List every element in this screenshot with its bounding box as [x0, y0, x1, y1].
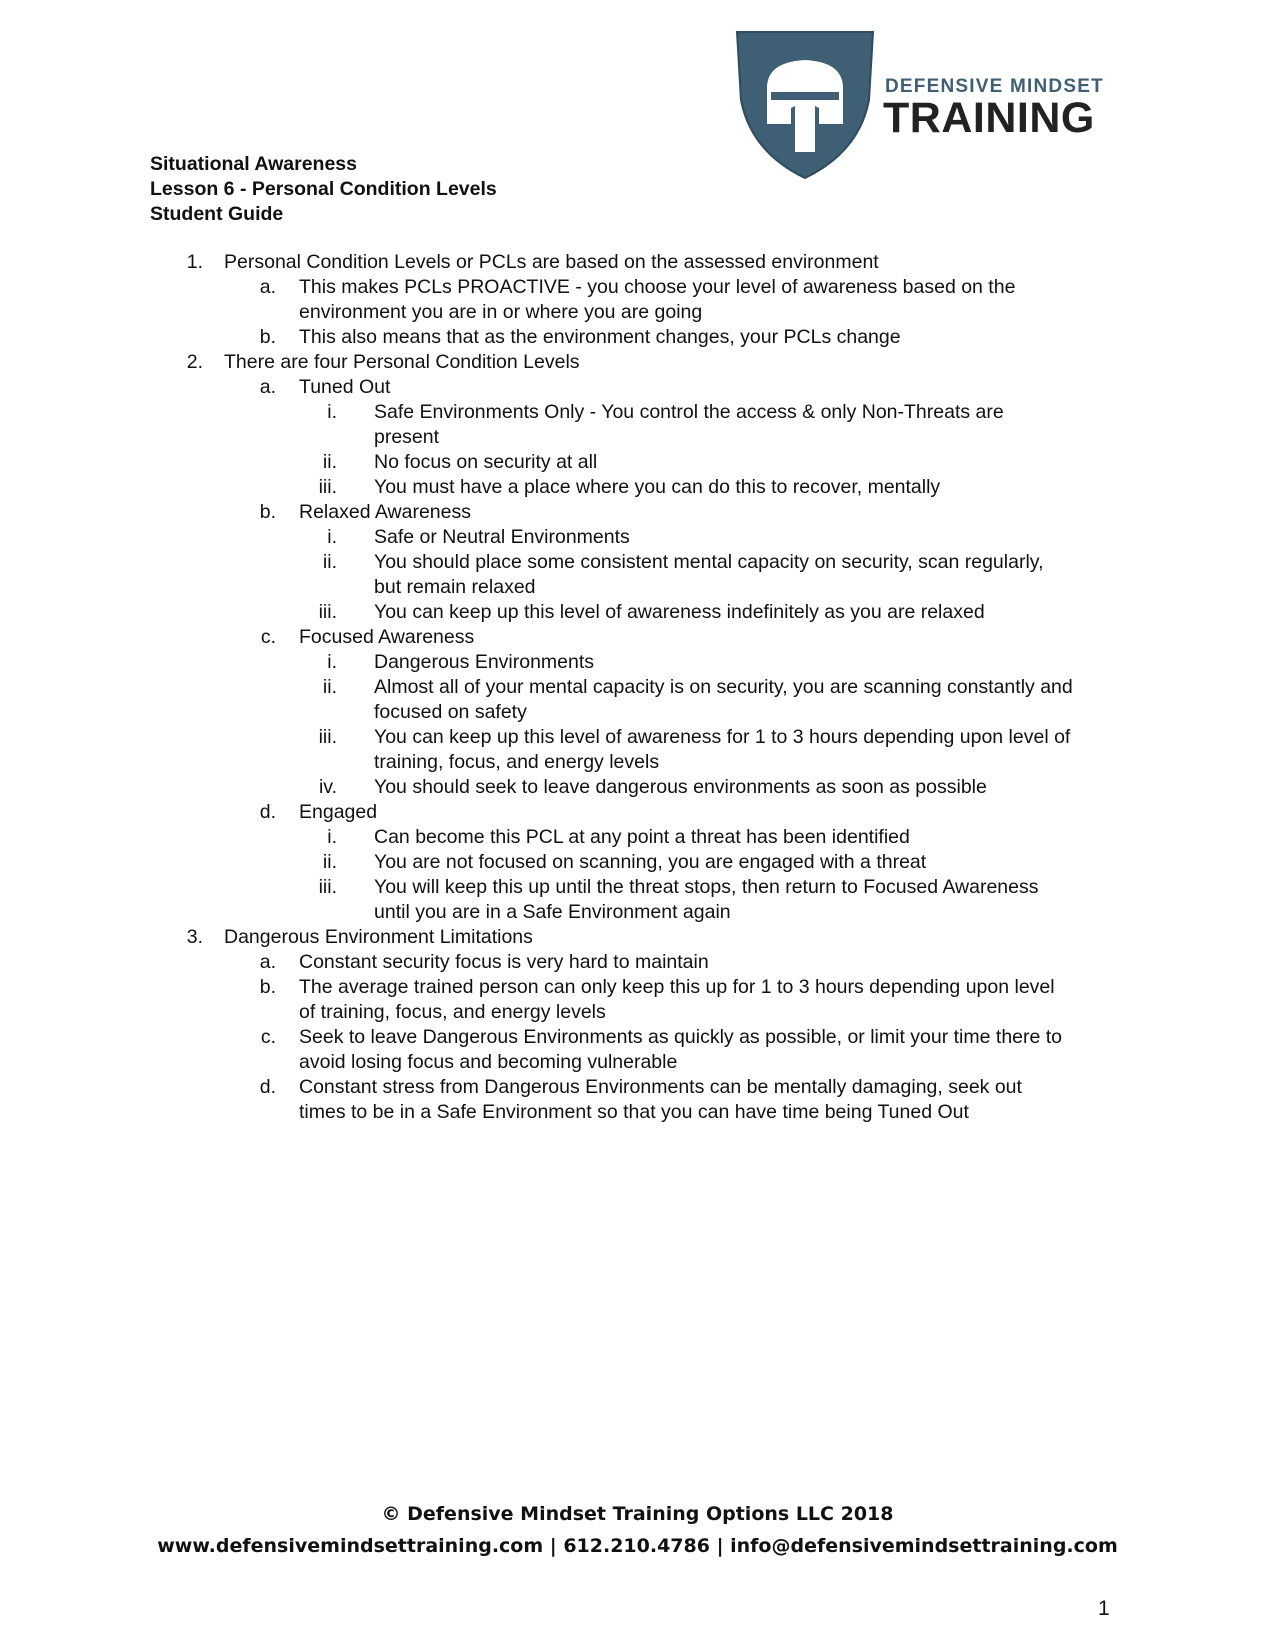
outline-item-3b: [0, 975, 1275, 1000]
item-continuation: of training, focus, and energy levels: [299, 1001, 606, 1023]
item-text: Engaged: [299, 801, 378, 823]
item-number: ii.: [322, 551, 337, 573]
outline-item-3: [0, 925, 1275, 950]
item-continuation: avoid losing focus and becoming vulnerable: [299, 1051, 678, 1073]
item-number: i.: [327, 826, 337, 848]
item-text: There are four Personal Condition Levels: [224, 351, 580, 373]
item-text: No focus on security at all: [374, 451, 598, 473]
item-number: b.: [259, 501, 276, 523]
item-text: You will keep this up until the threat stops, then return to Focused Awareness: [374, 876, 1039, 898]
item-number: ii.: [322, 851, 337, 873]
outline-item-2a-ii: [0, 450, 1275, 475]
item-text: You must have a place where you can do this to recover, mentally: [374, 476, 941, 498]
guide-type: Student Guide: [150, 203, 284, 225]
item-text: Safe Environments Only - You control the access & only Non-Threats are: [374, 401, 1004, 423]
item-continuation: present: [374, 426, 440, 448]
item-number: 2.: [186, 351, 203, 373]
item-text: Almost all of your mental capacity is on security, you are scanning constantly and: [374, 676, 1073, 698]
item-text: This also means that as the environment changes, your PCLs change: [299, 326, 901, 348]
item-text: Tuned Out: [299, 376, 391, 398]
item-number: i.: [327, 651, 337, 673]
item-text: Safe or Neutral Environments: [374, 526, 630, 548]
item-text: You can keep up this level of awareness indefinitely as you are relaxed: [374, 601, 985, 623]
item-number: iii.: [318, 476, 337, 498]
copyright-notice: © Defensive Mindset Training Options LLC 2018: [381, 1503, 894, 1525]
item-text: Dangerous Environment Limitations: [224, 926, 533, 948]
outline-item-2a-i: [0, 400, 1275, 425]
outline-item-2d-iii: [0, 875, 1275, 900]
item-number: c.: [260, 626, 276, 648]
item-number: d.: [259, 1076, 276, 1098]
logo-text-training: TRAINING: [883, 94, 1095, 142]
item-text: This makes PCLs PROACTIVE - you choose your level of awareness based on the: [299, 276, 1016, 298]
item-number: iii.: [318, 601, 337, 623]
item-number: 1.: [186, 251, 203, 273]
item-number: b.: [259, 326, 276, 348]
lesson-title: Lesson 6 - Personal Condition Levels: [150, 178, 497, 200]
outline-item-2c-i: [0, 650, 1275, 675]
course-title: Situational Awareness: [150, 153, 357, 175]
item-number: iii.: [318, 726, 337, 748]
item-number: a.: [259, 951, 276, 973]
outline-item-1: [0, 250, 1275, 275]
item-text: Can become this PCL at any point a threat has been identified: [374, 826, 910, 848]
company-logo: [735, 30, 1103, 185]
outline-item-2b-i: [0, 525, 1275, 550]
item-text: Constant security focus is very hard to maintain: [299, 951, 709, 973]
item-continuation: until you are in a Safe Environment again: [374, 901, 731, 923]
outline-item-2a: [0, 375, 1275, 400]
item-text: Seek to leave Dangerous Environments as quickly as possible, or limit your time there to: [299, 1026, 1063, 1048]
lesson-outline: [0, 250, 1275, 1125]
item-number: i.: [327, 401, 337, 423]
item-text: Personal Condition Levels or PCLs are based on the assessed environment: [224, 251, 879, 273]
item-text: You can keep up this level of awareness for 1 to 3 hours depending upon level of: [374, 726, 1071, 748]
outline-item-2: [0, 350, 1275, 375]
outline-item-3c: [0, 1025, 1275, 1050]
item-text: Dangerous Environments: [374, 651, 595, 673]
page-number: 1: [1098, 1597, 1110, 1620]
item-continuation: but remain relaxed: [374, 576, 536, 598]
item-text: You should place some consistent mental capacity on security, scan regularly,: [374, 551, 1044, 573]
item-number: 3.: [186, 926, 203, 948]
item-text: The average trained person can only keep this up for 1 to 3 hours depending upon level: [299, 976, 1055, 998]
item-number: i.: [327, 526, 337, 548]
item-number: d.: [259, 801, 276, 823]
item-number: ii.: [322, 451, 337, 473]
outline-item-1b: [0, 325, 1275, 350]
item-number: b.: [259, 976, 276, 998]
item-number: ii.: [322, 676, 337, 698]
item-text: Constant stress from Dangerous Environments can be mentally damaging, seek out: [299, 1076, 1022, 1098]
outline-item-2a-iii: [0, 475, 1275, 500]
outline-item-2c-ii: [0, 675, 1275, 700]
item-number: a.: [259, 376, 276, 398]
outline-item-2b-ii: [0, 550, 1275, 575]
item-number: c.: [260, 1026, 276, 1048]
item-text: You should seek to leave dangerous environments as soon as possible: [374, 776, 987, 798]
logo-text-defensive-mindset: DEFENSIVE MINDSET: [885, 76, 1104, 97]
outline-item-2c-iv: [0, 775, 1275, 800]
outline-item-2b-iii: [0, 600, 1275, 625]
outline-item-3a: [0, 950, 1275, 975]
item-number: iii.: [318, 876, 337, 898]
outline-item-2d: [0, 800, 1275, 825]
item-continuation: times to be in a Safe Environment so that you can have time being Tuned Out: [299, 1101, 969, 1123]
outline-item-2c-iii: [0, 725, 1275, 750]
outline-item-2d-ii: [0, 850, 1275, 875]
contact-info: www.defensivemindsettraining.com | 612.210.4786 | info@defensivemindsettraining.com: [157, 1535, 1118, 1557]
outline-item-1a: [0, 275, 1275, 300]
item-text: Relaxed Awareness: [299, 501, 471, 523]
item-text: You are not focused on scanning, you are engaged with a threat: [374, 851, 927, 873]
item-number: a.: [259, 276, 276, 298]
outline-item-2b: [0, 500, 1275, 525]
outline-item-2d-i: [0, 825, 1275, 850]
outline-item-3d: [0, 1075, 1275, 1100]
page-footer: [0, 1498, 1275, 1562]
item-continuation: training, focus, and energy levels: [374, 751, 660, 773]
item-continuation: focused on safety: [374, 701, 527, 723]
item-number: iv.: [318, 776, 337, 798]
document-header: [150, 152, 497, 227]
outline-item-2c: [0, 625, 1275, 650]
item-continuation: environment you are in or where you are going: [299, 301, 703, 323]
item-text: Focused Awareness: [299, 626, 475, 648]
spartan-helmet-shield-icon: [735, 30, 875, 180]
